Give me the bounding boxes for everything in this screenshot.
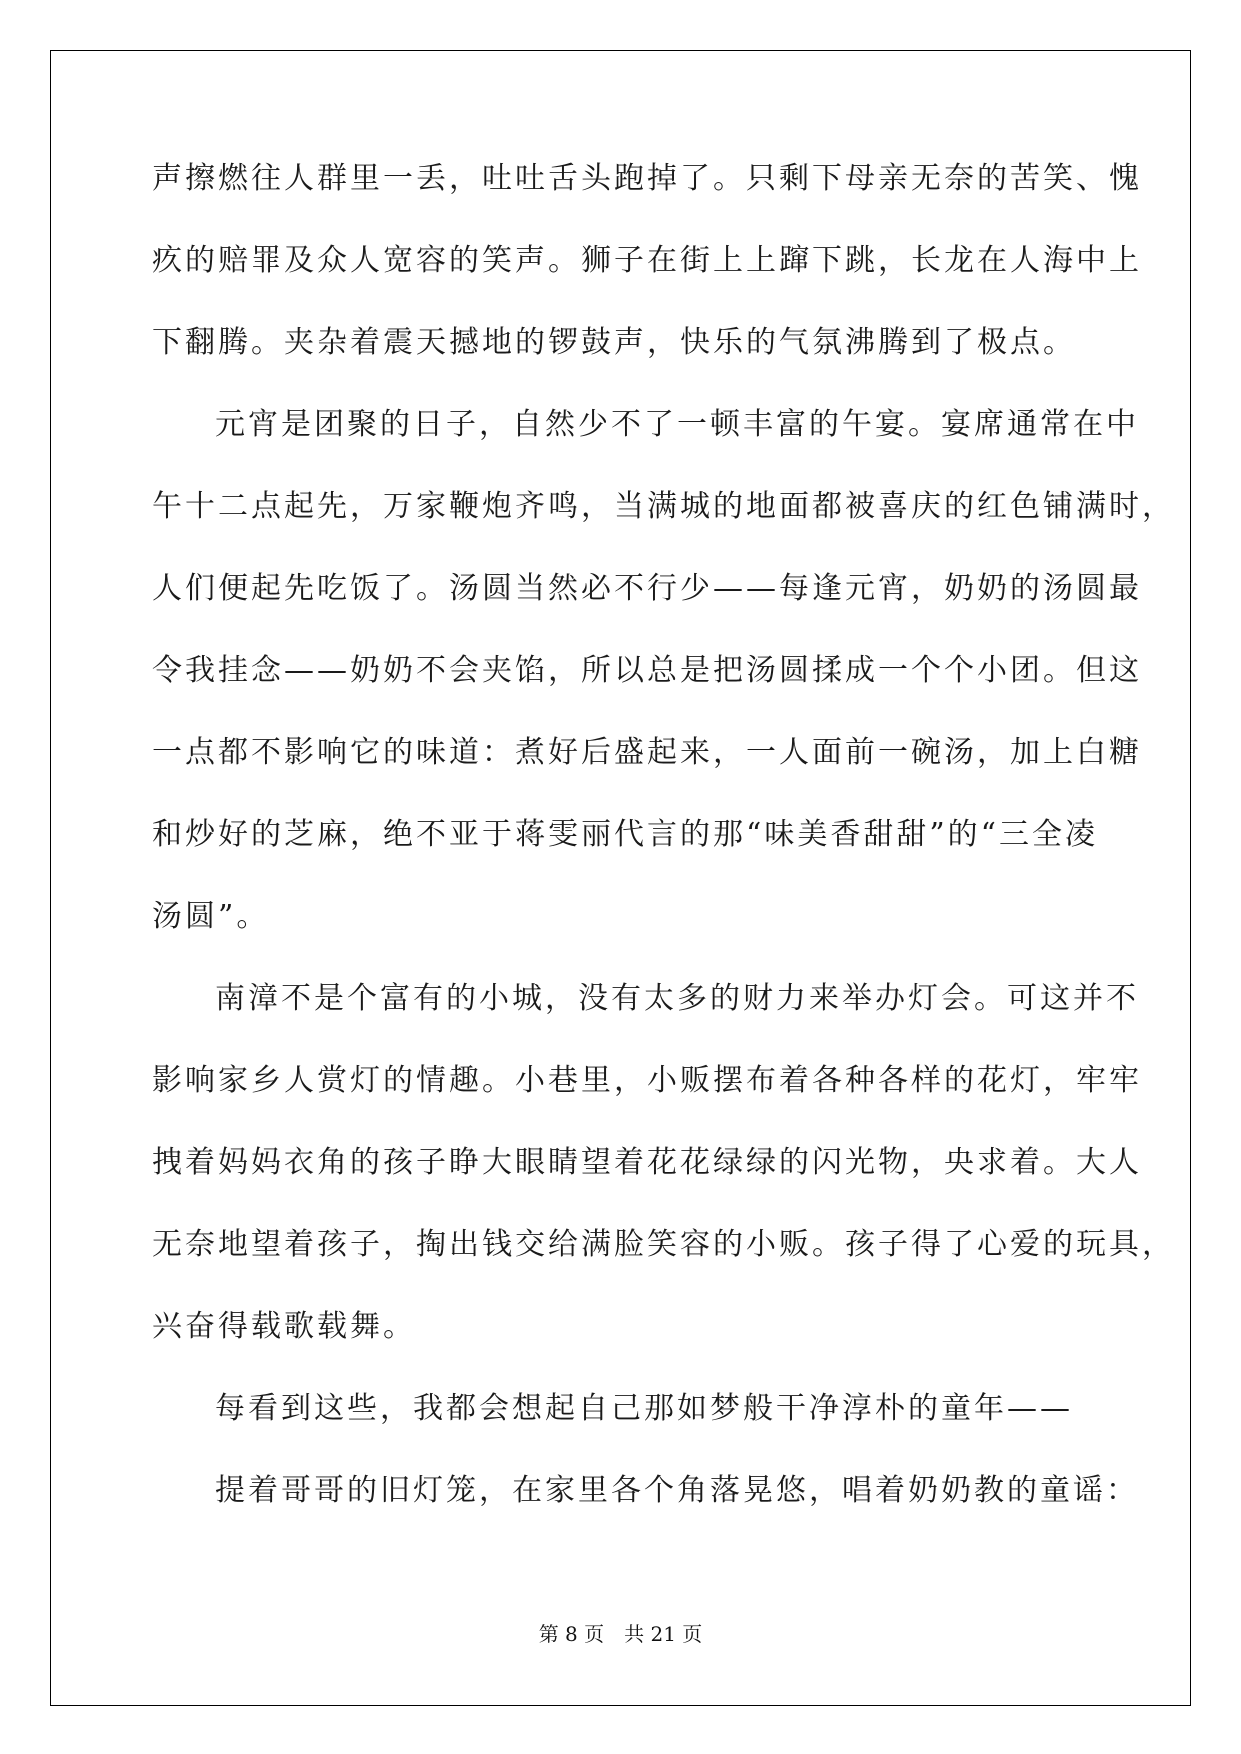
- text-line: 人们便起先吃饭了。汤圆当然必不行少——每逢元宵，奶奶的汤圆最: [152, 571, 1142, 606]
- page-number: 第 8 页 共 21 页: [538, 1622, 703, 1646]
- text-line: 下翻腾。夹杂着震天撼地的锣鼓声，快乐的气氛沸腾到了极点。: [152, 325, 1076, 360]
- document-text: [152, 158, 1175, 1511]
- text-line: 每看到这些，我都会想起自己那如梦般干净淳朴的童年——: [215, 1391, 1073, 1426]
- document-body: [152, 158, 1175, 1552]
- text-line: 和炒好的芝麻，绝不亚于蒋雯丽代言的那“味美香甜甜”的“三全凌: [152, 817, 1099, 852]
- text-line: 拽着妈妈衣角的孩子睁大眼睛望着花花绿绿的闪光物，央求着。大人: [152, 1145, 1142, 1180]
- text-line: 影响家乡人赏灯的情趣。小巷里，小贩摆布着各种各样的花灯，牢牢: [152, 1063, 1142, 1098]
- text-line: 兴奋得载歌载舞。: [152, 1309, 416, 1344]
- text-line: 无奈地望着孩子，掏出钱交给满脸笑容的小贩。孩子得了心爱的玩具，: [152, 1227, 1175, 1262]
- text-line: 元宵是团聚的日子，自然少不了一顿丰富的午宴。宴席通常在中: [215, 407, 1139, 442]
- text-line: 午十二点起先，万家鞭炮齐鸣，当满城的地面都被喜庆的红色铺满时，: [152, 489, 1175, 524]
- text-line: 提着哥哥的旧灯笼，在家里各个角落晃悠，唱着奶奶教的童谣：: [215, 1473, 1139, 1508]
- text-line: 声擦燃往人群里一丢，吐吐舌头跑掉了。只剩下母亲无奈的苦笑、愧: [152, 161, 1142, 196]
- text-line: 一点都不影响它的味道：煮好后盛起来，一人面前一碗汤，加上白糖: [152, 735, 1142, 770]
- text-line: 汤圆”。: [152, 899, 270, 934]
- text-line: 南漳不是个富有的小城，没有太多的财力来举办灯会。可这并不: [215, 981, 1139, 1016]
- text-line: 疚的赔罪及众人宽容的笑声。狮子在街上上蹿下跳，长龙在人海中上: [152, 243, 1142, 278]
- text-line: 令我挂念——奶奶不会夹馅，所以总是把汤圆揉成一个个小团。但这: [152, 653, 1142, 688]
